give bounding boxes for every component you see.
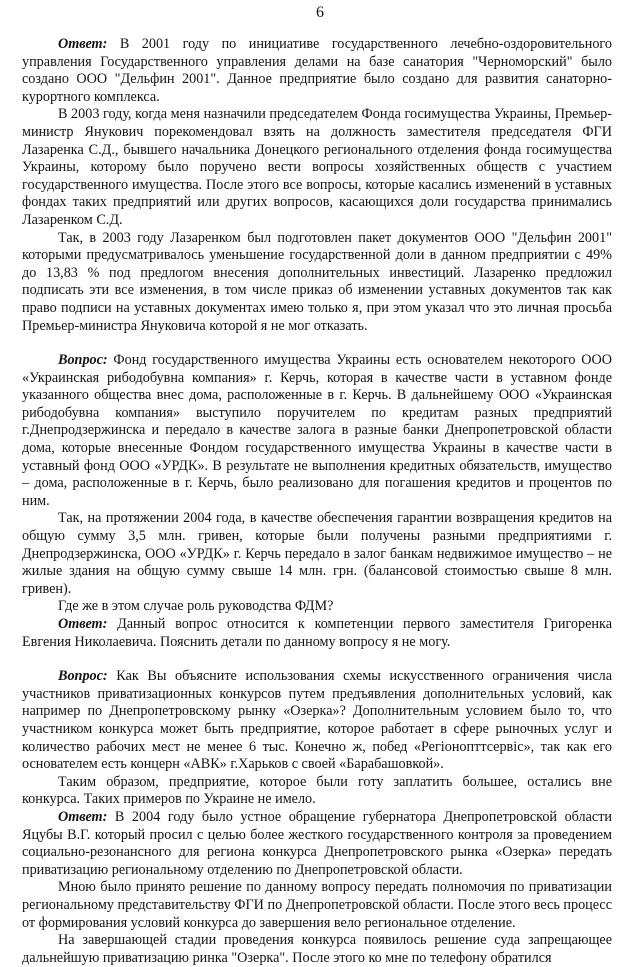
section-gap xyxy=(22,651,612,668)
answer-label: Ответ: xyxy=(58,808,108,825)
paragraph-3 xyxy=(22,230,612,336)
section-gap xyxy=(22,335,612,352)
paragraph-12 xyxy=(22,932,612,967)
paragraph-text: Данный вопрос относится к компетенции первого заместителя Григоренка Евгения Николаевича. Пояснить детали по данному вопросу я не могу. xyxy=(22,616,612,650)
paragraph-text: Так, на протяжении 2004 года, в качестве обеспечения гарантии возвращения кредитов на общую сумму 3,5 млн. гривен, которые были получены разными предприятиями г. Днепродзержинска, ООО «УРДК» г. Керчь передало в залог банкам недвижимое имущество – не жилые здания на общую сумму свыше 14 млн. грн. (балансовой стоимостью свыше 8 млн. гривен). xyxy=(22,510,612,597)
paragraph-2 xyxy=(22,106,612,229)
answer-paragraph-3 xyxy=(22,809,612,879)
answer-paragraph-1 xyxy=(22,36,612,106)
paragraph-text: В 2001 году по инициативе государственного лечебно-оздоровительного управления Государственного управления делами на базе санатория "Черноморский" было создано ООО "Дельфин 2001". Данное предприятие было создано для развития санаторно-курортного комплекса. xyxy=(22,36,612,105)
paragraph-11 xyxy=(22,879,612,932)
answer-paragraph-2 xyxy=(22,616,612,651)
paragraph-text: Фонд государственного имущества Украины есть основателем некоторого ООО «Украинская рибодобувна компания» г. Керчь, которая в качестве части в уставном фонде указанного общества внес дома, расположенные в г. Керчь. В дальнейшему ООО «Украинская рибодобувна компания» выступило поручителем по кредитам разных предприятий г.Днепродзержинска и передало в качестве залога в разные банки Днепропетровской области дома, которые внесенные Фондом государственного имущества Украины в качестве части в уставный фонд ООО «УРДК». В результате не выполнения кредитных обязательств, имущество – дома, расположенные в г. Керчь, было реализовано для погашения кредитов и процентов по ним. xyxy=(22,352,612,509)
paragraph-text: В 2003 году, когда меня назначили председателем Фонда госимущества Украины, Премьер-министр Янукович порекомендовал взять на должность заместителя председателя ФГИ Лазаренка С.Д., бывшего начальника Донецкого регионального отделения фонда госимущества Украины, которому было поручено вести вопросы хозяйственных обществ с участием государственного имущества. После этого все вопросы, которые касались изменений в уставных фондах таких предприятий или других вопросов, касающихся доли государства принимались Лазаренком С.Д. xyxy=(22,106,612,228)
paragraph-text: На завершающей стадии проведения конкурса появилось решение суда запрещающее дальнейшую приватизацию ринка "Озерка". После этого ко мне по телефону обратился xyxy=(22,932,612,966)
paragraph-text: В 2004 году было устное обращение губернатора Днепропетровской области Яцубы В.Г. который просил с целью более жесткого государственного контроля за проведением социально-резонансного для региона конкурса Днепропетровского рынка «Озерка» передать приватизацию региональному отделению по Днепропетровской области. xyxy=(22,808,612,878)
paragraph-text: Где же в этом случае роль руководства ФДМ? xyxy=(58,598,334,615)
document-body xyxy=(22,36,612,967)
question-paragraph-2 xyxy=(22,668,612,774)
answer-label: Ответ: xyxy=(58,616,108,632)
question-paragraph-1 xyxy=(22,352,612,510)
paragraph-text: Мною было принято решение по данному вопросу передать полномочия по приватизации региональному представительству ФГИ по Днепропетровской области. После этого весь процесс от формирования условий конкурса до завершения вело региональное отделение. xyxy=(22,879,612,931)
page-number: 6 xyxy=(316,4,324,21)
question-label: Вопрос: xyxy=(58,668,108,685)
paragraph-5 xyxy=(22,510,612,598)
paragraph-text: Как Вы объясните использования схемы искусственного ограничения числа участников приватизационных конкурсов путем предъявления дополнительных условий, как например по Днепропетровскому рынку «Озерка»? Дополнительным условием было то, что участником конкурса может быть предприятие, которое работает в сфере рыночных услуг и количество рабочих мест не менее 6 тыс. Конечно ж, побед «Регіонопттсервіс», так как его основателем есть концерн «АВК» г.Харьков с своей «Барабашовкой». xyxy=(22,668,612,773)
paragraph-text: Таким образом, предприятие, которое были готу заплатить большее, остались вне конкурса. Таких примеров по Украине не имело. xyxy=(22,773,612,808)
paragraph-text: Так, в 2003 году Лазаренком был подготовлен пакет документов ООО "Дельфин 2001" которыми предусматривалось уменьшение государственной доли в данном предприятии с 49% до 13,83 % под предлогом внесения дополнительных инвестиций. Лазаренко предложил подписать эти все изменения, в том числе приказ об изменении уставных документов так как право подписи на уставных документах имею только я, при этом указал что это личная просьба Премьер-министра Януковича которой я не мог отказать. xyxy=(22,229,612,334)
paragraph-9 xyxy=(22,774,612,809)
question-label: Вопрос: xyxy=(58,352,108,369)
answer-label: Ответ: xyxy=(58,36,108,52)
paragraph-6 xyxy=(22,598,612,616)
